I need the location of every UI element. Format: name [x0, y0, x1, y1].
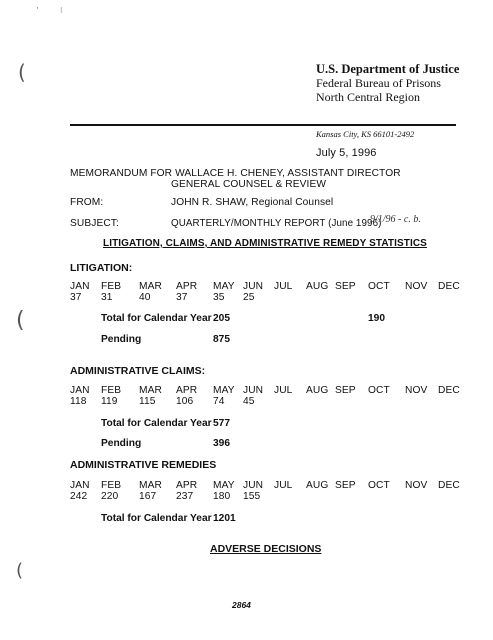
- month-label: MAY: [213, 385, 235, 396]
- letterhead-bureau: Federal Bureau of Prisons: [316, 76, 441, 90]
- month-label: JUL: [274, 480, 293, 491]
- month-label: DEC: [438, 281, 460, 292]
- remedies-value: 242: [70, 491, 88, 502]
- claims-pending-label: Pending: [101, 438, 142, 449]
- month-label: AUG: [306, 281, 329, 292]
- month-label: APR: [176, 385, 198, 396]
- document-title: LITIGATION, CLAIMS, AND ADMINISTRATIVE REMEDY STATISTICS: [103, 238, 427, 249]
- month-label: JUN: [243, 281, 264, 292]
- month-label: JAN: [70, 281, 90, 292]
- scan-mark-top: ⁝: [60, 6, 63, 15]
- month-label: JAN: [70, 480, 90, 491]
- remedies-value: 237: [176, 491, 194, 502]
- litigation-total-label: Total for Calendar Year: [101, 313, 212, 324]
- section-heading-claims: ADMINISTRATIVE CLAIMS:: [70, 365, 206, 377]
- margin-bracket-mark: (: [16, 308, 25, 333]
- claims-value: 74: [213, 396, 225, 407]
- remedies-value: 155: [243, 491, 261, 502]
- litigation-pending-value: 875: [213, 334, 230, 345]
- claims-value: 45: [243, 396, 255, 407]
- litigation-value: 35: [213, 292, 225, 303]
- litigation-value: 37: [70, 292, 82, 303]
- month-label: JUL: [274, 385, 293, 396]
- month-label: FEB: [101, 385, 122, 396]
- month-label: SEP: [335, 480, 356, 491]
- claims-value: 118: [70, 396, 87, 407]
- month-label: SEP: [335, 281, 356, 292]
- memo-date: July 5, 1996: [316, 147, 377, 159]
- month-label: JAN: [70, 385, 90, 396]
- letterhead-department: U.S. Department of Justice: [316, 62, 460, 76]
- month-label: MAY: [213, 480, 235, 491]
- month-label: MAR: [139, 480, 162, 491]
- claims-total-value: 577: [213, 418, 230, 429]
- section-heading-remedies: ADMINISTRATIVE REMEDIES: [70, 459, 217, 471]
- claims-value: 119: [101, 396, 118, 407]
- litigation-value: 40: [139, 292, 151, 303]
- letterhead-address: Kansas City, KS 66101-2492: [316, 129, 415, 139]
- page-number: 2864: [232, 600, 251, 610]
- month-label: JUL: [274, 281, 293, 292]
- month-label: APR: [176, 281, 198, 292]
- from-value: JOHN R. SHAW, Regional Counsel: [171, 197, 334, 208]
- month-label: OCT: [368, 480, 390, 491]
- claims-value: 115: [139, 396, 156, 407]
- month-label: MAR: [139, 281, 162, 292]
- litigation-value: 25: [243, 292, 255, 303]
- litigation-value: 37: [176, 292, 188, 303]
- remedies-value: 220: [101, 491, 119, 502]
- month-label: NOV: [405, 281, 428, 292]
- claims-total-label: Total for Calendar Year: [101, 418, 212, 429]
- month-label: MAR: [139, 385, 162, 396]
- month-label: OCT: [368, 281, 390, 292]
- month-label: SEP: [335, 385, 356, 396]
- memo-for-line-2: GENERAL COUNSEL & REVIEW: [171, 179, 327, 190]
- from-label: FROM:: [70, 197, 104, 208]
- subject-value: QUARTERLY/MONTHLY REPORT (June 1996): [171, 218, 382, 229]
- handwritten-annotation: 9/1/96 - c. b.: [370, 214, 421, 225]
- letterhead-region: North Central Region: [316, 90, 420, 104]
- scan-mark-top: ·: [36, 4, 39, 14]
- section-heading-litigation: LITIGATION:: [70, 262, 133, 274]
- month-label: JUN: [243, 480, 264, 491]
- litigation-value: 31: [101, 292, 113, 303]
- claims-pending-value: 396: [213, 438, 230, 449]
- month-label: NOV: [405, 480, 428, 491]
- section-heading-adverse: ADVERSE DECISIONS: [210, 543, 322, 555]
- month-label: DEC: [438, 480, 460, 491]
- subject-label: SUBJECT:: [70, 218, 119, 229]
- month-label: AUG: [306, 385, 329, 396]
- month-label: AUG: [306, 480, 329, 491]
- month-label: OCT: [368, 385, 390, 396]
- month-label: DEC: [438, 385, 460, 396]
- margin-bracket-mark: (: [16, 560, 24, 581]
- remedies-value: 180: [213, 491, 231, 502]
- memo-for-line: MEMORANDUM FOR WALLACE H. CHENEY, ASSISTANT DIRECTOR: [70, 168, 401, 179]
- remedies-value: 167: [139, 491, 157, 502]
- month-label: APR: [176, 480, 198, 491]
- month-label: NOV: [405, 385, 428, 396]
- litigation-pending-label: Pending: [101, 334, 142, 345]
- margin-bracket-mark: (: [18, 60, 26, 84]
- month-label: MAY: [213, 281, 235, 292]
- month-label: FEB: [101, 480, 122, 491]
- month-label: JUN: [243, 385, 264, 396]
- remedies-total-label: Total for Calendar Year: [101, 513, 212, 524]
- litigation-total-extra: 190: [368, 313, 385, 324]
- litigation-total-value: 205: [213, 313, 230, 324]
- remedies-total-value: 1201: [213, 513, 236, 524]
- month-label: FEB: [101, 281, 122, 292]
- claims-value: 106: [176, 396, 194, 407]
- letterhead-rule: [70, 124, 456, 126]
